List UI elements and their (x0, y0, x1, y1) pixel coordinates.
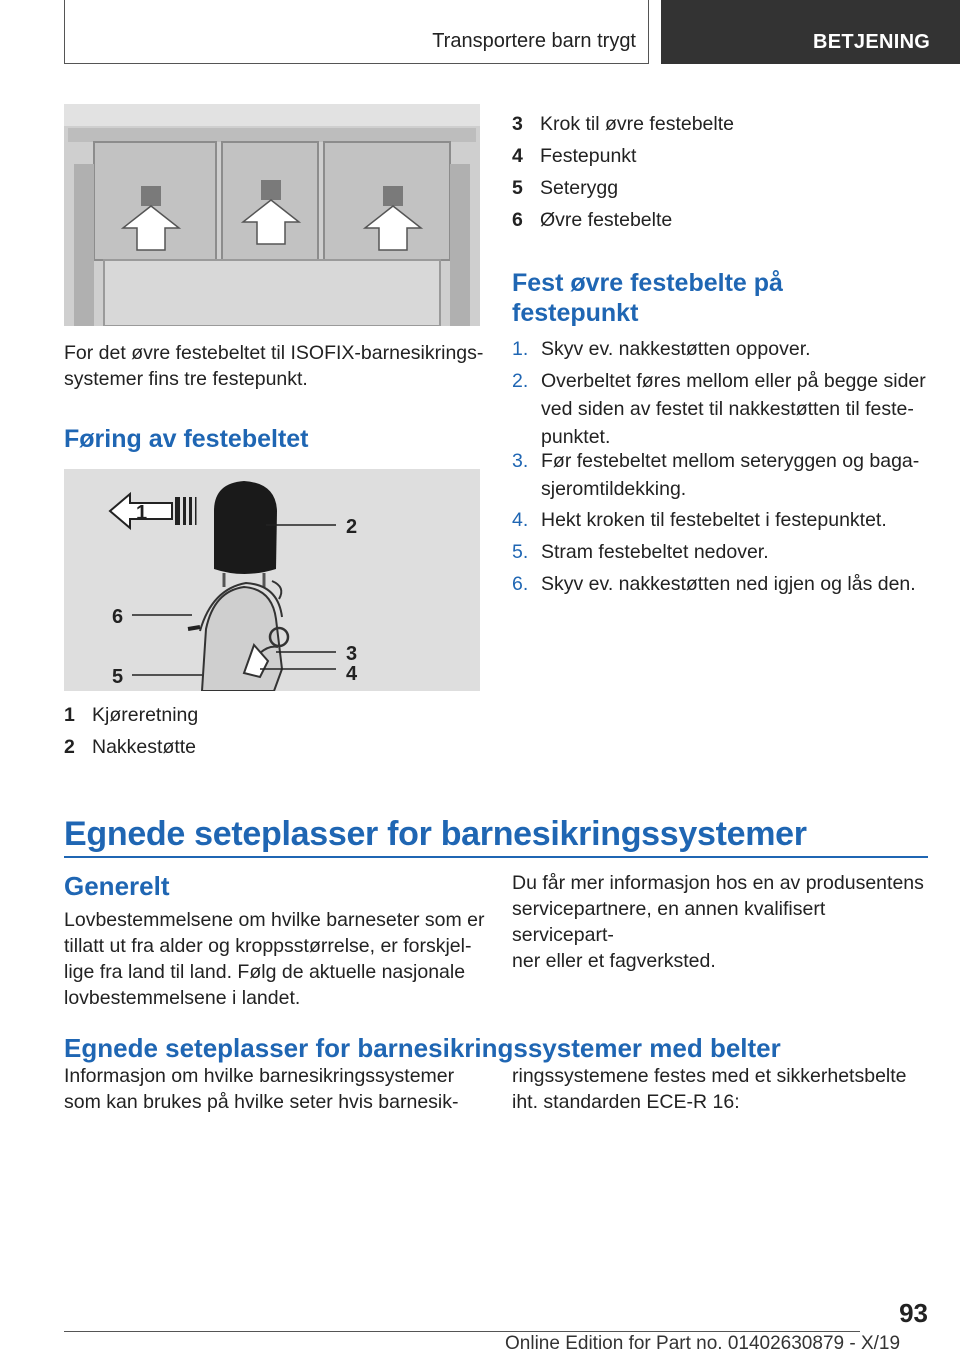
callout-4: 4 (346, 663, 358, 685)
header-chapter-title: BETJENING (813, 31, 931, 53)
header-section-box (64, 0, 649, 64)
heading-generelt: Generelt (64, 871, 170, 901)
generelt-left-paragraph: Lovbestemmelsene om hvilke barneseter som er tillatt ut fra alder og kroppsstørrelse, er forskjel- lige fra land til land. Følg de aktuelle nasjonale lovbestemmelsene i landet. (64, 909, 485, 1009)
step-3: 3. Før festebeltet mellom seteryggen og baga- sjeromtildekking. (512, 450, 920, 500)
step-5: 5. Stram festebeltet nedover. (512, 541, 769, 563)
step-4: 4. Hekt kroken til festebeltet i festepunktet. (512, 509, 887, 531)
footer-rule (64, 1331, 860, 1332)
belter-left-paragraph: Informasjon om hvilke barnesikringssystemer som kan brukes på hvilke seter hvis barnesik- (64, 1065, 459, 1113)
callout-2: 2 (346, 516, 358, 538)
header-section-title: Transportere barn trygt (432, 30, 636, 52)
generelt-right-paragraph: Du får mer informasjon hos en av produsentens servicepartnere, en annen kvalifisert servicepart- ner eller et fagverksted. (512, 872, 924, 972)
step-1: 1. Skyv ev. nakkestøtten oppover. (512, 338, 811, 360)
callout-5: 5 (112, 666, 124, 688)
main-heading: Egnede seteplasser for barnesikringssystemer (64, 815, 807, 853)
step-6: 6. Skyv ev. nakkestøtten ned igjen og lås den. (512, 573, 916, 595)
callout-6: 6 (112, 606, 124, 628)
main-heading-rule (64, 856, 928, 858)
page-number: 93 (899, 1298, 928, 1328)
step-2: 2. Overbeltet føres mellom eller på begge sider ved siden av festet til nakkestøtten til feste- punktet. (512, 370, 926, 448)
intro-paragraph: For det øvre festebeltet til ISOFIX-barnesikrings- systemer fins tre festepunkt. (64, 342, 484, 390)
footer-edition: Online Edition for Part no. 01402630879 - X/19 (505, 1333, 901, 1354)
heading-foring: Føring av festebeltet (64, 425, 309, 453)
figure-luggage-anchors (64, 104, 480, 326)
header-chapter-box (661, 0, 960, 64)
callout-1: 1 (136, 502, 148, 524)
belter-right-paragraph: ringssystemene festes med et sikkerhetsbelte iht. standarden ECE-R 16: (512, 1065, 907, 1113)
heading-fest: Fest øvre festebelte på festepunkt (512, 269, 783, 327)
heading-belter: Egnede seteplasser for barnesikringssystemer med belter (64, 1033, 781, 1063)
callout-3: 3 (346, 643, 358, 665)
figure-headrest-tether (64, 469, 480, 691)
